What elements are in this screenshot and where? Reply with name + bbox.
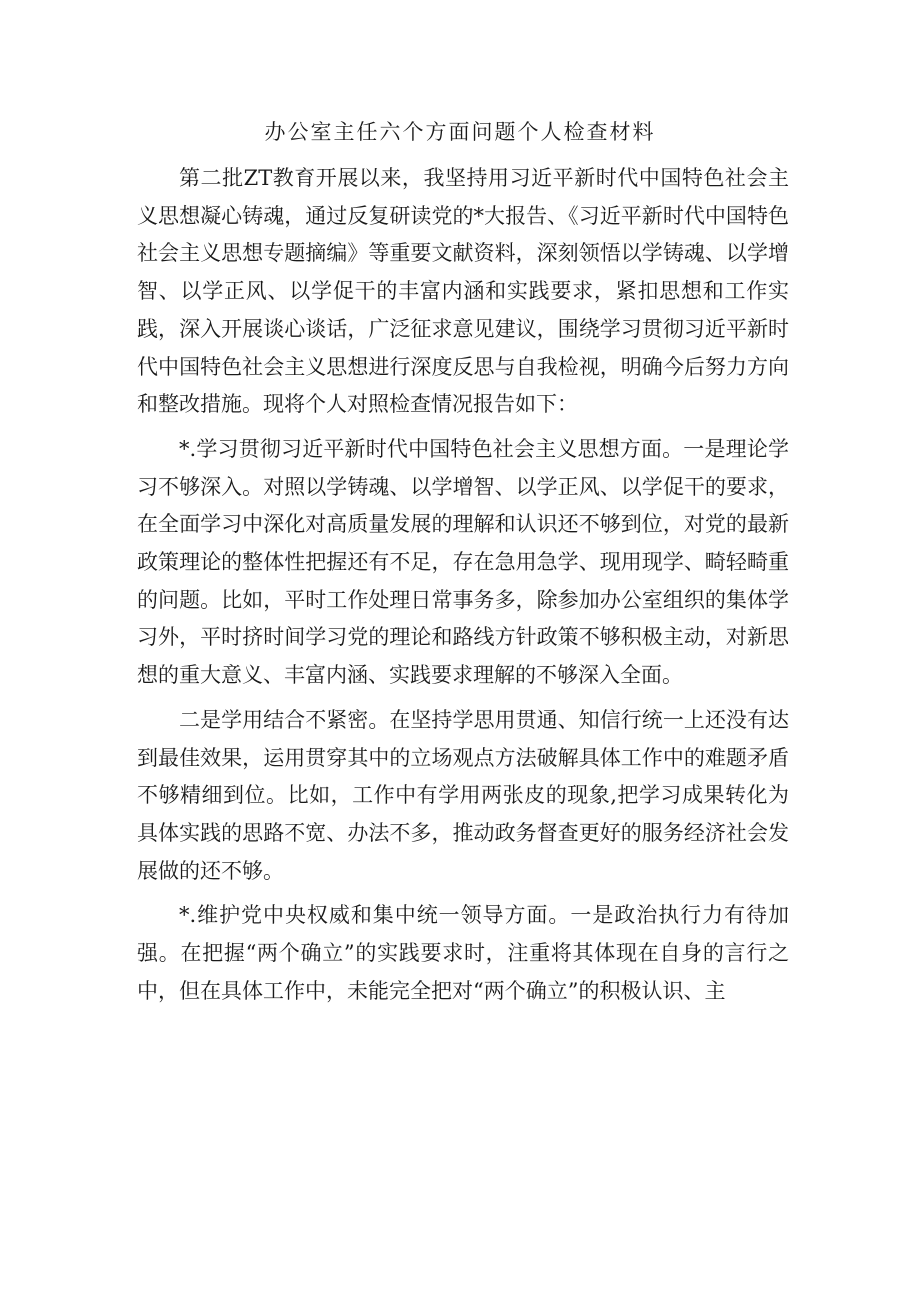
document-title: 办公室主任六个方面问题个人检查材料 xyxy=(264,120,656,144)
paragraph-section-1-part-2: 二是学用结合不紧密。在坚持学思用贯通、知信行统一上还没有达到最佳效果，运用贯穿其中的立场观点方法破解具体工作中的难题矛盾不够精细到位。比如，工作中有学用两张皮的现象,把学习成果转化为具体实践的思路不宽、办法不多，推动政务督查更好的服务经济社会发展做的还不够。 xyxy=(137,707,789,883)
document-body xyxy=(137,160,789,1010)
paragraph-section-1-part-1: *.学习贯彻习近平新时代中国特色社会主义思想方面。一是理论学习不够深入。对照以学铸魂、以学增智、以学正风、以学促干的要求，在全面学习中深化对高质量发展的理解和认识还不够到位，对党的最新政策理论的整体性把握还有不足，存在急用急学、现用现学、畸轻畸重的问题。比如，平时工作处理日常事务多，除参加办公室组织的集体学习外，平时挤时间学习党的理论和路线方针政策不够积极主动，对新思想的重大意义、丰富内涵、实践要求理解的不够深入全面。 xyxy=(137,436,789,688)
paragraph-intro: 第二批ZT教育开展以来，我坚持用习近平新时代中国特色社会主义思想凝心铸魂，通过反复研读党的*大报告、《习近平新时代中国特色社会主义思想专题摘编》等重要文献资料，深刻领悟以学铸魂、以学增智、以学正风、以学促干的丰富内涵和实践要求，紧扣思想和工作实践，深入开展谈心谈话，广泛征求意见建议，围绕学习贯彻习近平新时代中国特色社会主义思想进行深度反思与自我检视，明确今后努力方向和整改措施。现将个人对照检查情况报告如下： xyxy=(137,166,789,417)
paragraph-section-2-part-1: *.维护党中央权威和集中统一领导方面。一是政治执行力有待加强。在把握“两个确立”的实践要求时，注重将其体现在自身的言行之中，但在具体工作中，未能完全把对“两个确立”的积极认识、主 xyxy=(137,903,789,1003)
